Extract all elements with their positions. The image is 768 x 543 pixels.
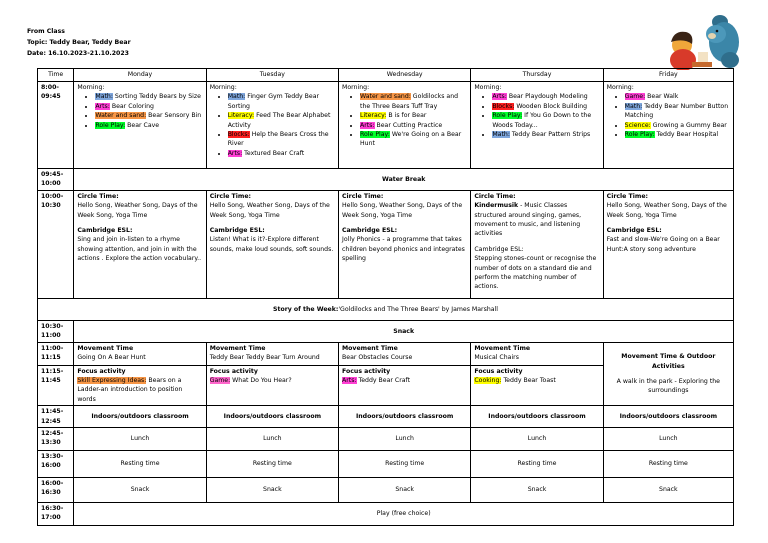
snack-thursday: Snack [471,478,603,503]
morning-heading: Morning: [342,84,370,91]
time-cell: 11:15- 11:45 [38,365,74,406]
snack-friday: Snack [603,478,733,503]
movement-wednesday: Movement Time Bear Obstacles Course [339,342,471,365]
indoor-tuesday: Indoors/outdoors classroom [206,406,338,428]
time-cell: 16:00- 16:30 [38,478,74,503]
lunch-tuesday: Lunch [206,428,338,451]
play-label: Play (free choice) [74,503,734,526]
col-monday: Monday [74,69,206,82]
time-cell: 09:45- 10:00 [38,169,74,191]
time-cell: 12:45- 13:30 [38,428,74,451]
story-of-week: Story of the Week:'Goldilocks and The Three Bears' by James Marshall [38,298,734,320]
morning-row [38,82,734,169]
play-row [38,503,734,526]
morning-monday: Morning: • Math: Sorting Teddy Bears by Size • Arts: Bear Coloring • Water and sand: Bear Sensory Bin • Role Play: Bear Cave [74,82,206,169]
movement-thursday: Movement Time Musical Chairs [471,342,603,365]
water-break-label: Water Break [74,169,734,191]
lunch-monday: Lunch [74,428,206,451]
indoor-thursday: Indoors/outdoors classroom [471,406,603,428]
circle-friday: Circle Time: Hello Song, Weather Song, Days of the Week Song, Yoga Time Cambridge ESL: Fast and slow-We're Going on a Bear Hunt:A story song adventure [603,190,733,298]
date-line: Date: 16.10.2023-21.10.2023 [27,50,129,57]
lunch-thursday: Lunch [471,428,603,451]
circle-wednesday: Circle Time: Hello Song, Weather Song, Days of the Week Song, Yoga Time Cambridge ESL: Jolly Phonics - a programme that takes children beyond phonics and integrates spelling [339,190,471,298]
movement-monday: Movement Time Going On A Bear Hunt [74,342,206,365]
time-cell: 11:45- 12:45 [38,406,74,428]
col-thursday: Thursday [471,69,603,82]
lunch-wednesday: Lunch [339,428,471,451]
rest-monday: Resting time [74,451,206,478]
col-time: Time [38,69,74,82]
time-cell: 16:30- 17:00 [38,503,74,526]
lunch-row [38,428,734,451]
morning-wednesday: Morning: • Water and sand: Goldilocks and the Three Bears Tuff Tray • Literacy: B is for Bear • Arts: Bear Cutting Practice • Role Play: We're Going on a Bear Hunt [339,82,471,169]
col-friday: Friday [603,69,733,82]
snack-wednesday: Snack [339,478,471,503]
indoor-monday: Indoors/outdoors classroom [74,406,206,428]
morning-thursday: Morning: • Arts: Bear Playdough Modeling • Blocks: Wooden Block Building • Role Play: If You Go Down to the Woods Today... • Math: Teddy Bear Pattern Strips [471,82,603,169]
topic-line: Topic: Teddy Bear, Teddy Bear [27,39,131,46]
focus-tuesday: Focus activity Game: What Do You Hear? [206,365,338,406]
focus-wednesday: Focus activity Arts: Teddy Bear Craft [339,365,471,406]
movement-friday: Movement Time & Outdoor Activities A walk in the park - Exploring the surroundings [603,342,733,406]
story-row [38,298,734,320]
circle-thursday: Circle Time: Kindermusik - Music Classes structured around singing, games, movement to music, and listening activities Cambridge ESL: Stepping stones-count or recognise the number of dots on a standard die and perform the matching number of actions. [471,190,603,298]
circle-monday: Circle Time: Hello Song, Weather Song, Days of the Week Song, Yoga Time Cambridge ESL: Sing and join in-listen to a rhyme showing attention, and join in with the actions . Explore the action vocabulary.. [74,190,206,298]
rest-row [38,451,734,478]
morning-heading: Morning: [606,84,634,91]
time-cell: 11:00- 11:15 [38,342,74,365]
morning-tuesday: Morning: • Math: Finger Gym Teddy Bear Sorting • Literacy: Feed The Bear Alphabet Activity • Blocks: Help the Bears Cross the River • Arts: Textured Bear Craft [206,82,338,169]
from-line: From Class [27,28,65,35]
snack-monday: Snack [74,478,206,503]
focus-thursday: Focus activity Cooking: Teddy Bear Toast [471,365,603,406]
indoor-friday: Indoors/outdoors classroom [603,406,733,428]
morning-heading: Morning: [474,84,502,91]
col-tuesday: Tuesday [206,69,338,82]
page-header [27,26,131,59]
snack-label: Snack [74,320,734,342]
circle-tuesday: Circle Time: Hello Song, Weather Song, Days of the Week Song, Yoga Time Cambridge ESL: Listen! What is it?-Explore different sounds, make loud sounds, soft sounds. [206,190,338,298]
col-wednesday: Wednesday [339,69,471,82]
circle-time-row [38,190,734,298]
rest-wednesday: Resting time [339,451,471,478]
weekly-plan-table [37,68,734,526]
teddy-bear-illustration [662,12,740,70]
rest-thursday: Resting time [471,451,603,478]
header-row [38,69,734,82]
indoor-row [38,406,734,428]
movement-row [38,342,734,365]
focus-monday: Focus activity Skill Expressing Ideas: Bears on a Ladder-an introduction to position words [74,365,206,406]
water-break-row [38,169,734,191]
movement-tuesday: Movement Time Teddy Bear Teddy Bear Turn Around [206,342,338,365]
time-cell: 10:00- 10:30 [38,190,74,298]
snack-tuesday: Snack [206,478,338,503]
morning-heading: Morning: [77,84,105,91]
indoor-wednesday: Indoors/outdoors classroom [339,406,471,428]
time-cell: 10:30- 11:00 [38,320,74,342]
morning-heading: Morning: [209,84,237,91]
rest-tuesday: Resting time [206,451,338,478]
snack-afternoon-row [38,478,734,503]
morning-friday: Morning: • Game: Bear Walk • Math: Teddy Bear Number Button Matching • Science: Growing a Gummy Bear • Role Play: Teddy Bear Hospital [603,82,733,169]
lunch-friday: Lunch [603,428,733,451]
rest-friday: Resting time [603,451,733,478]
snack-row [38,320,734,342]
time-cell: 13:30- 16:00 [38,451,74,478]
time-cell: 8:00- 09:45 [38,82,74,169]
